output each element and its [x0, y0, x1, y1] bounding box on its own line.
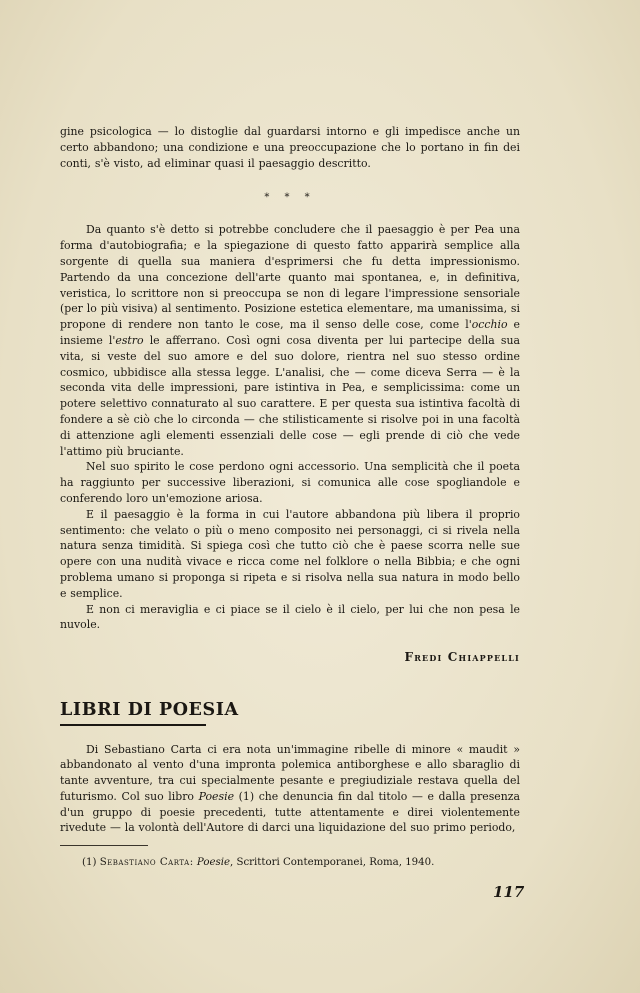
paragraph-1-text: Da quanto s'è detto si potrebbe concludere che il paesaggio è per Pea una forma d'autobiografia; e la spiegazione di questo fatto apparirà semplice alla sorgente di quella sua maniera d'esprimersi che fu detta impressionismo. Partendo da una concezione dell'arte quanto mai spontanea, e, in definitiva, veristica, lo scrittore non si preoccupa se non di legare l'impressione sensoriale (per lo più visiva) al sentimento. Posizione estetica elementare, ma umanissima, si propone di rendere non tanto le cose, ma il senso delle cose, come l' — [60, 223, 520, 332]
section-title: LIBRI DI POESIA — [60, 700, 239, 721]
page-number: 117 — [493, 883, 525, 901]
paragraph-4: E non ci meraviglia e ci piace se il cielo è il cielo, per lui che non pesa le nuvole. — [60, 602, 520, 632]
paragraph-3: E il paesaggio è la forma in cui l'autore abbandona più libera il proprio sentimento: che velato o più o meno composito nei personaggi, ci si rivela nella natura senza timidità. Si spiega così che tutto ciò che è paese scorra nelle sue opere con una nudità vivace e ricca come nel folklore o nella Bibbia; e che ogni problema umano si proponga si ripeta e si risolva nella sua natura in modo bello e semplice. — [60, 507, 520, 600]
footnote-author: Sebastiano Carta: — [99, 857, 194, 869]
paragraph-2: Nel suo spirito le cose perdono ogni accessorio. Una semplicità che il poeta ha raggiunto per successive liberazioni, si comunica alle cose spogliandole e conferendo loro un'emozione ariosa. — [60, 460, 520, 505]
section-paragraph-text: Di Sebastiano Carta ci era nota un'immagine ribelle di minore « maudit » abbandonato al vento d'una impronta polemica antiborghese e allo sbaraglio di tante avventure, tra cui specialmente pesante e pregiudiziale restava quella del futurismo. Col suo libro — [60, 742, 520, 803]
footnote — [60, 856, 520, 870]
emphasis-poesie: Poesie — [198, 789, 235, 803]
section-paragraph — [60, 742, 520, 837]
footnote-divider — [60, 845, 148, 846]
paragraph-1 — [60, 222, 520, 459]
emphasis-estro: estro — [115, 333, 144, 347]
footnote-rest: , Scrittori Contemporanei, Roma, 1940. — [230, 857, 435, 869]
opening-paragraph: gine psicologica — lo distoglie dal guardarsi intorno e gli impedisce anche un certo abbandono; una condizione e una preoccupazione che lo portano in fin dei conti, s'è visto, ad eliminar quasi il paesaggio descritto. — [60, 125, 520, 170]
footnote-marker: (1) — [82, 857, 97, 869]
paragraph-1-end: le afferrano. Così ogni cosa diventa per lui partecipe della sua vita, si veste del suo amore e del suo dolore, rientra nel suo stesso ordine cosmico, ubbidisce alla stessa legge. L'analisi, che — come diceva Serra — è la seconda vita delle impressioni, pare istintiva in Pea, e semplicissima: come un potere selettivo connaturato al suo carattere. E per questa sua istintiva facoltà di fondere a sè ciò che lo circonda — che stilisticamente si risolve poi in una facoltà di attenzione agli elementi essenziali delle cose — egli prende di ciò che vede l'attimo più bruciante. — [60, 333, 520, 458]
author-signature: Fredi Chiappelli — [404, 650, 520, 665]
paragraph-1-mid: e insieme l' — [60, 318, 520, 347]
section-title-underline — [60, 724, 206, 725]
page-content — [60, 124, 520, 870]
section-paragraph-end: (1) che denuncia fin dal titolo — e dalla presenza d'un gruppo di poesie precedenti, tutte attentamente e direi violentemente rivedute — la volontà dell'Autore di darci una liquidazione del suo primo periodo, — [60, 789, 520, 835]
emphasis-occhio: occhio — [471, 318, 508, 332]
section-separator: * * * — [264, 192, 316, 204]
footnote-title: Poesie — [196, 857, 231, 869]
